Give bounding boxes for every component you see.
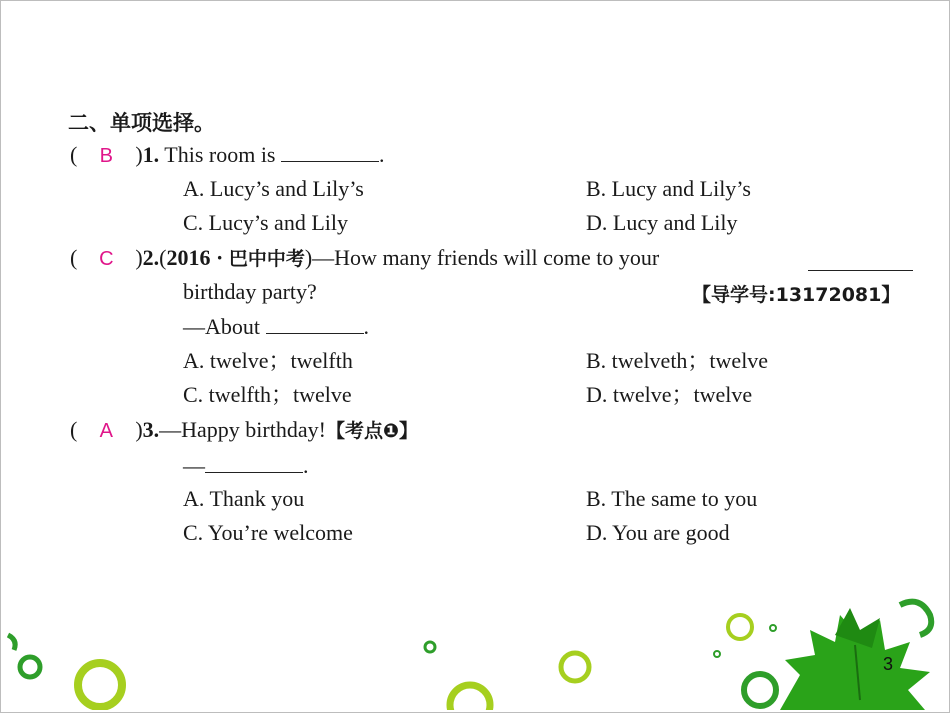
question-2-text: —How many friends will come to your bbox=[312, 245, 660, 270]
answer-blank bbox=[205, 452, 303, 473]
question-2-stem: ( C )2.(2016 · 巴中中考)—How many friends will come to your bbox=[70, 245, 660, 270]
ring-icon bbox=[714, 651, 720, 657]
source-year: 2016 bbox=[166, 245, 211, 270]
ring-icon bbox=[425, 642, 435, 652]
question-1-text: This room is bbox=[164, 142, 276, 167]
answer-2: C bbox=[99, 248, 114, 270]
swirl-icon bbox=[900, 602, 931, 635]
option-2c: C. twelfth；twelve bbox=[183, 382, 352, 407]
question-3-text: —Happy birthday! bbox=[159, 417, 326, 442]
answer-blank bbox=[808, 250, 913, 271]
ring-icon bbox=[744, 674, 776, 706]
ring-icon bbox=[770, 625, 776, 631]
ring-icon bbox=[728, 615, 752, 639]
question-2-line2: birthday party? bbox=[183, 279, 317, 304]
option-3c: C. You’re welcome bbox=[183, 520, 353, 545]
answer-3: A bbox=[99, 420, 113, 442]
option-2d: D. twelve；twelve bbox=[586, 382, 753, 407]
knowledge-point-tag: 【考点❶】 bbox=[325, 420, 419, 442]
section-title: 二、单项选择。 bbox=[68, 111, 215, 135]
ring-icon bbox=[78, 663, 122, 707]
ring-icon bbox=[450, 685, 490, 710]
option-3d: D. You are good bbox=[586, 520, 730, 545]
option-3a: A. Thank you bbox=[183, 486, 305, 511]
ring-icon bbox=[561, 653, 589, 681]
source-exam: 巴中中考 bbox=[228, 248, 305, 270]
question-1-stem: ( B )1. This room is . bbox=[70, 142, 385, 167]
question-3-line2: — . bbox=[183, 453, 309, 478]
option-1b: B. Lucy and Lily’s bbox=[586, 176, 751, 201]
answer-1: B bbox=[99, 145, 113, 167]
option-2a: A. twelve；twelfth bbox=[183, 348, 353, 373]
page-number: 3 bbox=[883, 654, 894, 674]
answer-blank bbox=[281, 141, 379, 162]
question-2-line3: —About . bbox=[183, 314, 369, 339]
swirl-icon bbox=[8, 635, 15, 650]
option-1c: C. Lucy’s and Lily bbox=[183, 210, 348, 235]
reference-tag: 【导学号:13172081】 bbox=[692, 284, 901, 306]
question-2-number: 2. bbox=[142, 245, 160, 270]
ring-icon bbox=[20, 657, 40, 677]
question-3-stem: ( A )3.—Happy birthday!【考点❶】 bbox=[70, 417, 419, 442]
question-1-number: 1. bbox=[142, 142, 160, 167]
option-2b: B. twelveth；twelve bbox=[586, 348, 769, 373]
option-1d: D. Lucy and Lily bbox=[586, 210, 738, 235]
option-3b: B. The same to you bbox=[586, 486, 758, 511]
decorative-background bbox=[0, 560, 950, 710]
answer-blank bbox=[266, 313, 364, 334]
question-3-number: 3. bbox=[142, 417, 160, 442]
option-1a: A. Lucy’s and Lily’s bbox=[183, 176, 364, 201]
